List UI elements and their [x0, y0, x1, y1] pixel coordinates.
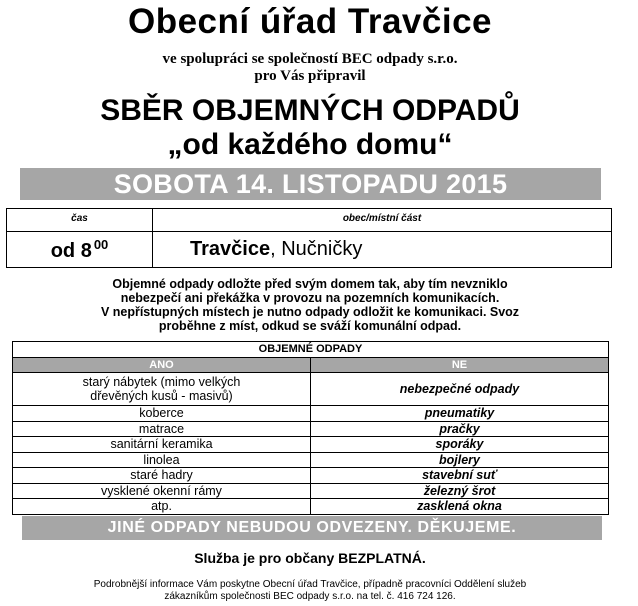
instruction-paragraph-2 — [0, 305, 620, 333]
cell-yes: staré hadry — [13, 468, 311, 483]
subtitle-line1: ve spolupráci se společností BEC odpady s.r.o. — [162, 51, 458, 67]
instruction-p2-line1: V nepřístupných místech je nutno odpady odložit ke komunikaci. Svoz — [100, 305, 520, 319]
cell-yes: atp. — [13, 499, 311, 514]
table-row — [13, 373, 608, 406]
waste-table — [12, 341, 609, 515]
schedule-table — [6, 208, 612, 268]
table-row — [13, 468, 608, 484]
table-row — [13, 453, 608, 469]
cell-yes: linolea — [13, 453, 311, 468]
schedule-place-rest: , Nučničky — [270, 238, 363, 260]
schedule-place-main: Travčice — [190, 238, 271, 260]
cell-no: pračky — [439, 421, 480, 436]
cell-no: sporáky — [435, 437, 484, 451]
cell-no: nebezpečné odpady — [399, 381, 520, 396]
schedule-time-prefix: od 8 — [50, 240, 92, 262]
cell-yes — [13, 373, 311, 405]
table-row — [13, 484, 608, 500]
footer-banner: JINÉ ODPADY NEBUDOU ODVEZENY. DĚKUJEME. — [22, 516, 602, 540]
cell-yes: matrace — [13, 422, 311, 437]
schedule-time-minutes: 00 — [93, 237, 109, 252]
table-row — [13, 437, 608, 453]
schedule-time — [7, 237, 152, 263]
table-row — [13, 422, 608, 438]
schedule-place — [190, 238, 362, 261]
cell-no: pneumatiky — [424, 406, 495, 420]
info-line2: zákazníkům společnosti BEC odpady s.r.o. na tel. č. 416 724 126. — [164, 591, 456, 602]
headline-line1: SBĚR OBJEMNÝCH ODPADŮ — [100, 94, 520, 127]
waste-table-header-no: NE — [451, 359, 468, 371]
headline-line2: „od každého domu“ — [167, 128, 453, 161]
schedule-header-time: čas — [71, 213, 88, 224]
free-notice: Služba je pro občany BEZPLATNÁ. — [194, 550, 426, 566]
page-title: Obecní úřad Travčice — [127, 2, 493, 41]
instruction-paragraph-1 — [0, 277, 620, 305]
instruction-p1-line1: Objemné odpady odložte před svým domem tak, aby tím nevzniklo — [112, 277, 508, 291]
instruction-p2-line2: proběhne z míst, odkud se sváží komunální odpad. — [158, 319, 462, 333]
subtitle-line2: pro Vás připravil — [254, 68, 366, 84]
waste-table-title: OBJEMNÉ ODPADY — [13, 342, 608, 358]
table-row — [13, 406, 608, 422]
cell-yes: vysklené okenní rámy — [13, 484, 311, 499]
instruction-p1-line2: nebezpečí ani překážka v provozu na pozemních komunikacích. — [120, 291, 500, 305]
waste-table-header-yes: ANO — [13, 358, 311, 372]
waste-table-header — [13, 358, 608, 373]
info-line1: Podrobnější informace Vám poskytne Obecní úřad Travčice, případně pracovníci Oddělení služeb — [93, 579, 527, 590]
cell-yes: koberce — [13, 406, 311, 421]
date-banner: SOBOTA 14. LISTOPADU 2015 — [20, 168, 601, 200]
cell-no: stavební suť — [422, 468, 497, 482]
cell-no: bojlery — [439, 452, 480, 467]
table-row — [13, 499, 608, 514]
schedule-header-place: obec/místní část — [342, 213, 422, 224]
schedule-divider-horizontal — [7, 231, 611, 232]
cell-yes-line1: starý nábytek (mimo velkých — [82, 374, 241, 389]
cell-yes: sanitární keramika — [13, 437, 311, 452]
cell-no: zasklená okna — [417, 499, 502, 513]
cell-no: železný šrot — [423, 483, 496, 498]
cell-yes-line2: dřevěných kusů - masivů) — [90, 389, 233, 403]
